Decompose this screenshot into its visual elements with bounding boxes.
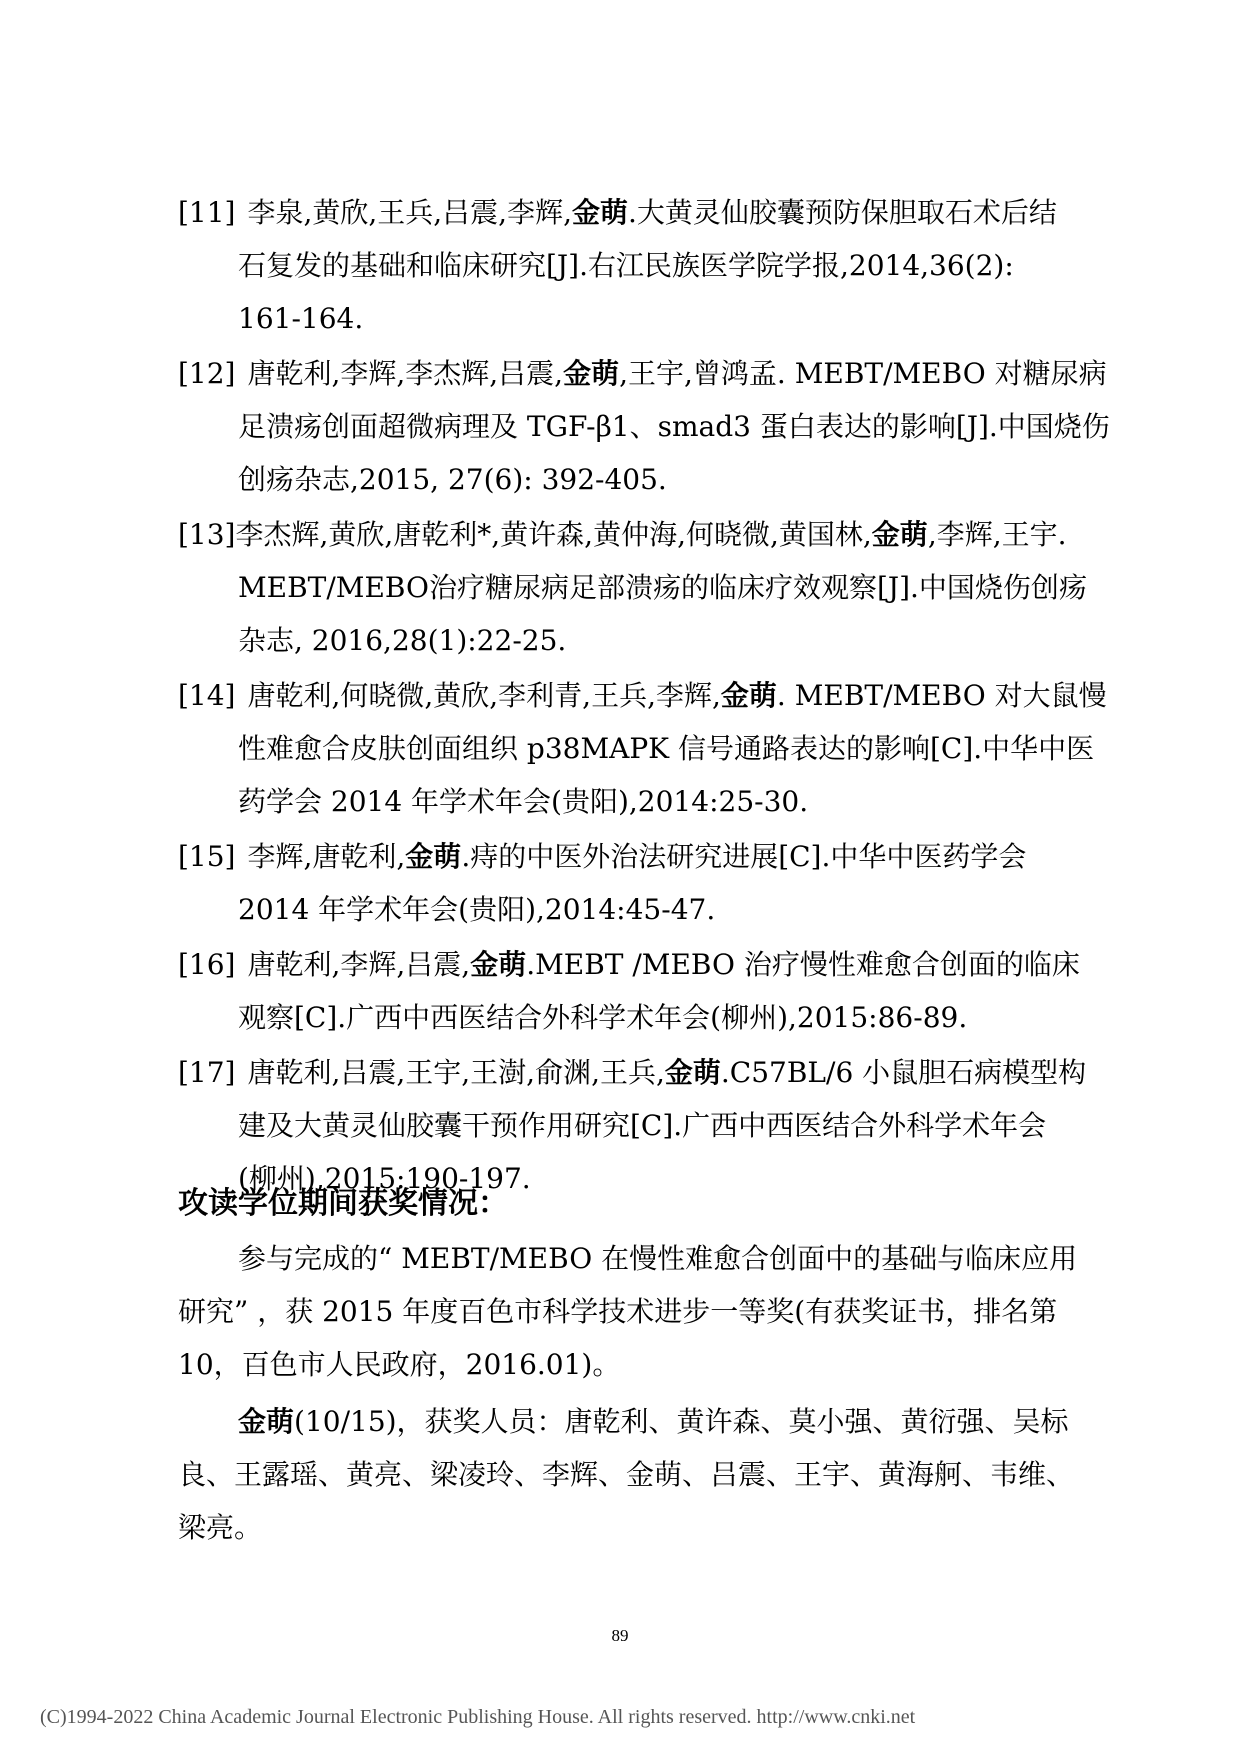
- reference-number: [11]: [178, 196, 236, 229]
- author-highlight: 金萌: [238, 1405, 295, 1438]
- author-highlight: 金萌: [470, 948, 527, 981]
- reference-list: [178, 186, 1110, 1207]
- reference-item: [17] 唐乾利,吕震,王宇,王澍,俞渊,王兵,金萌.C57BL/6 小鼠胆石病模型构 建及大黄灵仙胶囊干预作用研究[C].广西中西医结合外科学术年会 (柳州),2015:190-197.: [178, 1056, 1087, 1195]
- author-highlight: 金萌: [871, 518, 928, 551]
- section-heading: 攻读学位期间获奖情况：: [178, 1186, 508, 1221]
- author-highlight: 金萌: [563, 357, 620, 390]
- page-number: 89: [611, 1626, 629, 1645]
- reference-item: [11] 李泉,黄欣,王兵,吕震,李辉,金萌.大黄灵仙胶囊预防保胆取石术后结 石复发的基础和临床研究[J].右江民族医学院学报,2014,36(2): 161-164.: [178, 196, 1057, 335]
- copyright-footer: (C)1994-2022 China Academic Journal Electronic Publishing House. All rights reserved. http://www.cnki.net: [40, 1706, 916, 1728]
- reference-item: [13]李杰辉,黄欣,唐乾利*,黄许森,黄仲海,何晓微,黄国林,金萌,李辉,王宇. MEBT/MEBO治疗糖尿病足部溃疡的临床疗效观察[J].中国烧伤创疡 杂志, 2016,28(1):22-25.: [178, 518, 1087, 657]
- author-highlight: 金萌: [664, 1056, 721, 1089]
- author-highlight: 金萌: [720, 679, 777, 712]
- author-highlight: 金萌: [572, 196, 629, 229]
- author-highlight: 金萌: [405, 840, 462, 873]
- award-paragraph: 参与完成的“ MEBT/MEBO 在慢性难愈合创面中的基础与临床应用 研究” ，获 2015 年度百色市科学技术进步一等奖(有获奖证书，排名第 10，百色市人民政府，2016.01)。: [178, 1242, 1078, 1381]
- awards-section: [178, 1232, 1098, 1554]
- reference-number: [12]: [178, 357, 236, 390]
- reference-item: [12] 唐乾利,李辉,李杰辉,吕震,金萌,王宇,曾鸿孟. MEBT/MEBO 对糖尿病 足溃疡创面超微病理及 TGF-β1、smad3 蛋白表达的影响[J].中国烧伤 创疡杂志,2015, 27(6): 392-405.: [178, 357, 1110, 496]
- reference-item: [16] 唐乾利,李辉,吕震,金萌.MEBT /MEBO 治疗慢性难愈合创面的临床 观察[C].广西中西医结合外科学术年会(柳州),2015:86-89.: [178, 948, 1080, 1034]
- reference-number: [16]: [178, 948, 236, 981]
- reference-number: [13]: [178, 518, 236, 551]
- reference-number: [17]: [178, 1056, 236, 1089]
- reference-number: [14]: [178, 679, 236, 712]
- award-members-paragraph: 金萌(10/15)，获奖人员：唐乾利、黄许森、莫小强、黄衍强、吴标 良、王露瑶、黄亮、梁凌玲、李辉、金萌、吕震、王宇、黄海舸、韦维、 梁亮。: [178, 1405, 1075, 1544]
- reference-number: [15]: [178, 840, 236, 873]
- reference-item: [14] 唐乾利,何晓微,黄欣,李利青,王兵,李辉,金萌. MEBT/MEBO 对大鼠慢 性难愈合皮肤创面组织 p38MAPK 信号通路表达的影响[C].中华中医 药学会 2014 年学术年会(贵阳),2014:25-30.: [178, 679, 1107, 818]
- reference-item: [15] 李辉,唐乾利,金萌.痔的中医外治法研究进展[C].中华中医药学会 2014 年学术年会(贵阳),2014:45-47.: [178, 840, 1027, 926]
